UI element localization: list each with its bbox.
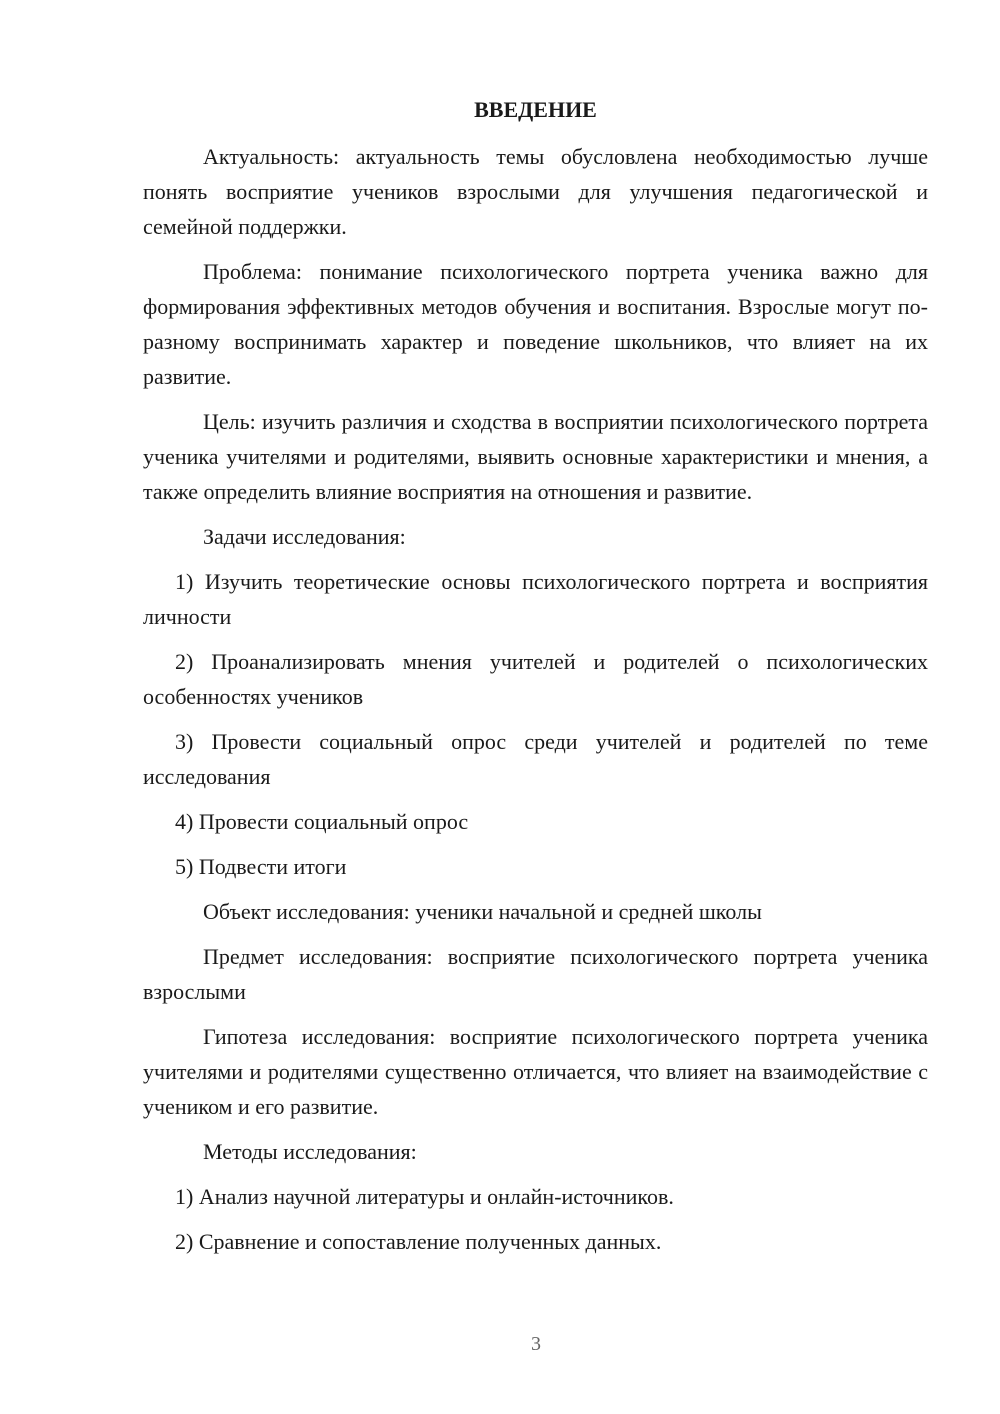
goal-paragraph: Цель: изучить различия и сходства в восприятии психологического портрета ученика учителями и родителями, выявить основные характеристики и мнения, а также определить влияние восприятия на отношения и развитие.: [143, 409, 928, 504]
task-item: 1) Изучить теоретические основы психологического портрета и восприятия личности: [143, 569, 928, 629]
hypothesis-paragraph: Гипотеза исследования: восприятие психологического портрета ученика учителями и родителями существенно отличается, что влияет на взаимодействие с учеником и его развитие.: [143, 1024, 928, 1119]
task-item: 5) Подвести итоги: [175, 854, 347, 879]
document-page: [143, 92, 928, 1269]
problem-paragraph: Проблема: понимание психологического портрета ученика важно для формирования эффективных методов обучения и воспитания. Взрослые могут по-разному воспринимать характер и поведение школьников, что влияет на их развитие.: [143, 259, 928, 389]
tasks-heading: Задачи исследования:: [203, 524, 406, 549]
task-item: 4) Провести социальный опрос: [175, 809, 469, 834]
relevance-paragraph: Актуальность: актуальность темы обусловлена необходимостью лучше понять восприятие учеников взрослыми для улучшения педагогической и семейной поддержки.: [143, 144, 928, 239]
method-item: 2) Сравнение и сопоставление полученных данных.: [175, 1229, 662, 1254]
object-paragraph: Объект исследования: ученики начальной и средней школы: [203, 899, 762, 924]
page-number: 3: [531, 1333, 541, 1355]
method-item: 1) Анализ научной литературы и онлайн-источников.: [175, 1184, 674, 1209]
methods-heading: Методы исследования:: [203, 1139, 417, 1164]
page-title: ВВЕДЕНИЕ: [474, 97, 597, 122]
task-item: 2) Проанализировать мнения учителей и родителей о психологических особенностях учеников: [143, 649, 928, 709]
task-item: 3) Провести социальный опрос среди учителей и родителей по теме исследования: [143, 729, 928, 789]
subject-paragraph: Предмет исследования: восприятие психологического портрета ученика взрослыми: [143, 944, 928, 1004]
